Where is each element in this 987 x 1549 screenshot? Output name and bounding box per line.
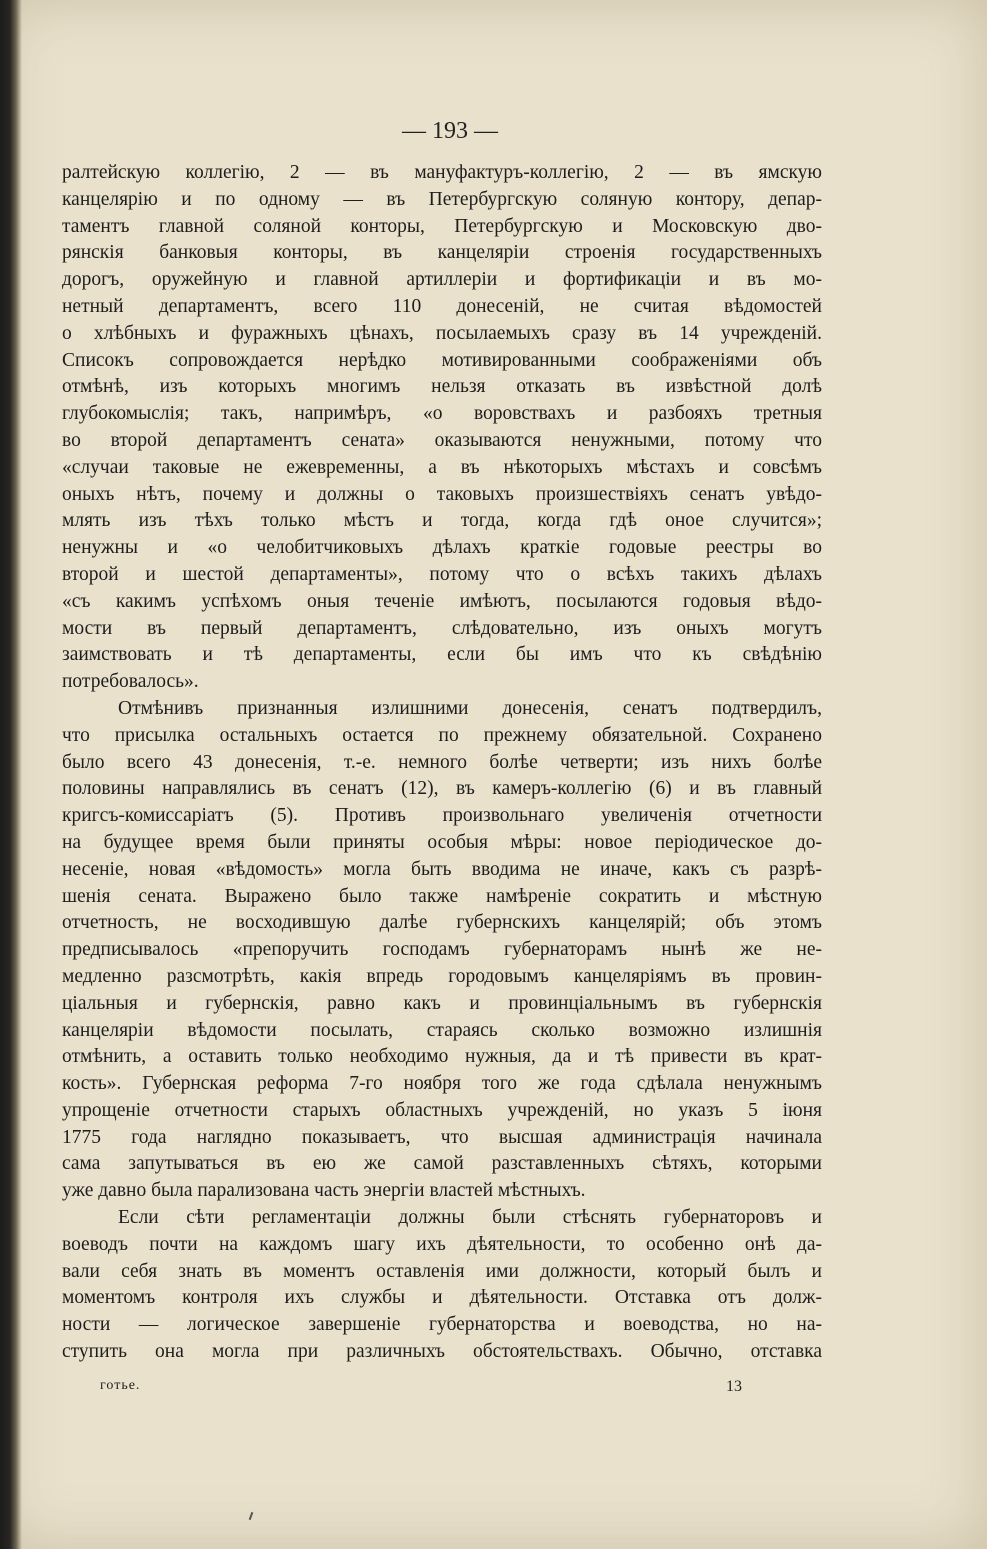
binding-edge	[0, 0, 22, 1549]
text-line: отчетность, не восходившую далѣе губернскихъ канцелярій; объ этомъ	[62, 912, 822, 934]
text-line: на будущее время были приняты особыя мѣры: новое періодическое до-	[62, 831, 822, 853]
text-line: отмѣнить, а оставить только необходимо нужныя, да и тѣ привести въ крат-	[62, 1046, 822, 1068]
text-line: глубокомыслія; такъ, напримѣръ, «о воровствахъ и разбояхъ третныя	[62, 403, 822, 425]
text-line: млять изъ тѣхъ только мѣстъ и тогда, когда гдѣ оное случится»;	[62, 510, 822, 532]
text-line: «случаи таковые не ежевременны, а въ нѣкоторыхъ мѣстахъ и совсѣмъ	[62, 456, 822, 478]
text-line: канцеляріи вѣдомости посылать, стараясь сколько возможно излишнія	[62, 1019, 822, 1041]
text-line: потребовалось».	[62, 671, 199, 693]
text-line: мости въ первый департаментъ, слѣдовательно, изъ оныхъ могутъ	[62, 617, 822, 639]
text-line: рянскія банковыя конторы, въ канцеляріи строенія государственныхъ	[62, 242, 822, 264]
text-line: таментъ главной соляной конторы, Петербургскую и Московскую дво-	[62, 215, 822, 237]
text-line: «съ какимъ успѣхомъ оныя теченіе имѣютъ, посылаются годовыя вѣдо-	[62, 590, 822, 612]
text-line: было всего 43 донесенія, т.-е. немного болѣе четверти; изъ нихъ болѣе	[62, 751, 822, 773]
text-line: воеводъ почти на каждомъ шагу ихъ дѣятельности, то особенно онѣ да-	[62, 1233, 822, 1255]
text-line: кригсъ-комиссаріатъ (5). Противъ произвольнаго увеличенія отчетности	[62, 805, 822, 827]
text-line: ненужны и «о челобитчиковыхъ дѣлахъ краткіе годовые реестры во	[62, 537, 822, 559]
text-line: второй и шестой департаменты», потому что о всѣхъ такихъ дѣлахъ	[62, 563, 822, 585]
text-line: нетный департаментъ, всего 110 донесеній, не считая вѣдомостей	[62, 295, 822, 317]
text-line: канцелярію и по одному — въ Петербургскую соляную контору, депар-	[62, 188, 822, 210]
text-line: Списокъ сопровождается нерѣдко мотивированными соображеніями объ	[62, 349, 822, 371]
footer-sheet-number: 13	[726, 1378, 742, 1395]
text-line: уже давно была парализована часть энергіи властей мѣстныхъ.	[62, 1180, 586, 1202]
footer-signature: готье.	[100, 1378, 141, 1393]
text-line: ціальныя и губернскія, равно какъ и провинціальнымъ въ губернскія	[62, 992, 822, 1014]
text-line: вали себя знать въ моментъ оставленія ими должности, который былъ и	[62, 1260, 822, 1282]
text-line: медленно разсмотрѣть, какія впредь городовымъ канцеляріямъ въ провин-	[62, 965, 822, 987]
text-line: Отмѣнивъ признанныя излишними донесенія, сенатъ подтвердилъ,	[118, 697, 822, 719]
ink-mark	[249, 1512, 254, 1520]
text-line: о хлѣбныхъ и фуражныхъ цѣнахъ, посылаемыхъ сразу въ 14 учрежденій.	[62, 322, 822, 344]
text-line: ступить она могла при различныхъ обстоятельствахъ. Обычно, отставка	[62, 1341, 822, 1363]
text-line: оныхъ нѣтъ, почему и должны о таковыхъ произшествіяхъ сенатъ увѣдо-	[62, 483, 822, 505]
text-line: шенія сената. Выражено было также намѣреніе сократить и мѣстную	[62, 885, 822, 907]
text-line: что присылка остальныхъ остается по прежнему обязательной. Сохранено	[62, 724, 822, 746]
body-text	[62, 160, 822, 1366]
text-line: кость». Губернская реформа 7-го ноября того же года сдѣлала ненужнымъ	[62, 1073, 822, 1095]
text-line: Если сѣти регламентаціи должны были стѣснять губернаторовъ и	[118, 1207, 822, 1229]
text-line: половины направлялись въ сенатъ (12), въ камеръ-коллегію (6) и въ главный	[62, 778, 822, 800]
page-number: — 193 —	[402, 118, 498, 144]
text-line: ности — логическое завершеніе губернаторства и воеводства, но на-	[62, 1314, 822, 1336]
text-line: 1775 года наглядно показываетъ, что высшая администрація начинала	[62, 1126, 822, 1148]
text-line: предписывалось «препоручить господамъ губернаторамъ нынѣ же не-	[62, 939, 822, 961]
text-line: упрощеніе отчетности старыхъ областныхъ учрежденій, но указъ 5 іюня	[62, 1099, 822, 1121]
text-line: отмѣнѣ, изъ которыхъ многимъ нельзя отказать въ извѣстной долѣ	[62, 376, 822, 398]
text-line: во второй департаментъ сената» оказываются ненужными, потому что	[62, 429, 822, 451]
text-line: сама запутываться въ ею же самой разставленныхъ сѣтяхъ, которыми	[62, 1153, 822, 1175]
text-line: заимствовать и тѣ департаменты, если бы имъ что къ свѣдѣнію	[62, 644, 822, 666]
text-line: моментомъ контроля ихъ службы и дѣятельности. Отставка отъ долж-	[62, 1287, 822, 1309]
text-line: ралтейскую коллегію, 2 — въ мануфактуръ-коллегію, 2 — въ ямскую	[62, 162, 822, 183]
text-line: дорогъ, оружейную и главной артиллеріи и фортификаціи и въ мо-	[62, 269, 822, 291]
text-line: несеніе, новая «вѣдомость» могла быть вводима не иначе, какъ съ разрѣ-	[62, 858, 822, 880]
